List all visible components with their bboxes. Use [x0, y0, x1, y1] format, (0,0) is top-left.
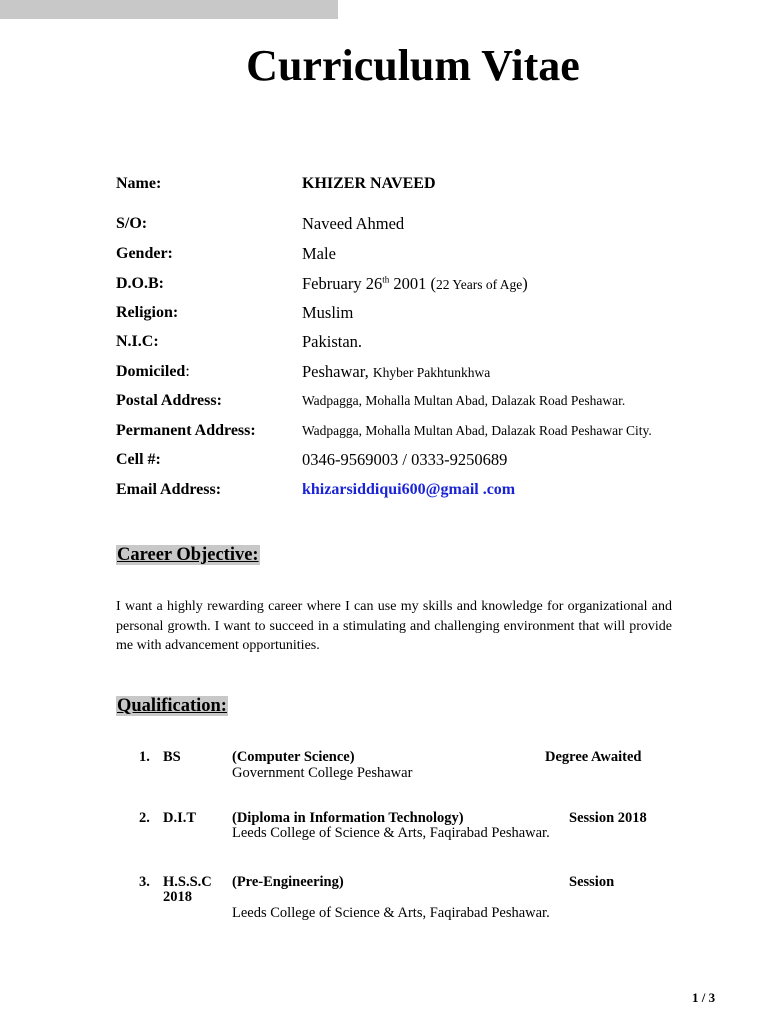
dob-month-day: February 26 — [302, 274, 383, 293]
gender-value: Male — [302, 244, 336, 263]
document-title: Curriculum Vitae — [246, 41, 580, 90]
qualification-status: Session 2018 — [569, 810, 647, 826]
dob-year: 2001 ( — [389, 274, 436, 293]
domiciled-label — [116, 363, 190, 381]
cell-label: Cell #: — [116, 451, 161, 468]
email-label: Email Address: — [116, 481, 222, 498]
career-objective-text: I want a highly rewarding career where I can use my skills and knowledge for organizational and personal growth. I want to succeed in a stimulating and challenging environment that will provide me with advancement opportunities. — [116, 599, 672, 653]
cell-value: 0346-9569003 / 0333-9250689 — [302, 450, 508, 469]
domiciled-province: Khyber Pakhtunkhwa — [372, 365, 491, 380]
postal-address-value: Wadpagga, Mohalla Multan Abad, Dalazak Road Peshawar. — [302, 393, 626, 408]
qualification-degree: BS — [163, 749, 181, 765]
qualification-degree: D.I.T — [163, 810, 197, 826]
qualification-status: Degree Awaited — [545, 749, 642, 765]
so-value: Naveed Ahmed — [302, 214, 405, 233]
qualification-field: (Pre-Engineering) — [232, 874, 344, 890]
qualification-field: (Diploma in Information Technology) — [232, 810, 464, 826]
qualification-heading: Qualification: — [117, 696, 227, 716]
domiciled-label-text: Domiciled — [116, 363, 186, 380]
qualification-number: 3. — [139, 874, 150, 890]
qualification-degree: H.S.S.C — [163, 874, 212, 890]
gender-label: Gender: — [116, 245, 173, 262]
dob-label: D.O.B: — [116, 275, 164, 292]
name-value: KHIZER NAVEED — [302, 175, 436, 192]
qualification-status: Session — [569, 874, 615, 890]
postal-address-label: Postal Address: — [116, 392, 222, 409]
qualification-institute: Leeds College of Science & Arts, Faqirabad Peshawar. — [232, 825, 550, 841]
domiciled-city: Peshawar, — [302, 362, 373, 381]
qualification-institute: Leeds College of Science & Arts, Faqirabad Peshawar. — [232, 905, 550, 921]
dob-suffix: th — [382, 274, 390, 285]
qualification-institute: Government College Peshawar — [232, 765, 413, 781]
email-link[interactable]: khizarsiddiqui600@gmail .com — [302, 481, 516, 498]
permanent-address-label: Permanent Address: — [116, 422, 256, 439]
dob-value — [302, 274, 528, 294]
name-highlight — [0, 0, 338, 19]
dob-close: ) — [522, 274, 528, 293]
religion-label: Religion: — [116, 304, 179, 321]
page-number: 1 / 3 — [692, 990, 716, 1005]
nic-value: Pakistan. — [302, 332, 363, 351]
religion-value: Muslim — [302, 303, 354, 322]
qualification-number: 1. — [139, 749, 150, 765]
name-label: Name: — [116, 175, 162, 192]
career-objective-heading: Career Objective: — [117, 545, 259, 565]
qualification-number: 2. — [139, 810, 150, 826]
so-label: S/O: — [116, 215, 148, 232]
dob-age: 22 Years of Age — [435, 277, 523, 292]
permanent-address-value: Wadpagga, Mohalla Multan Abad, Dalazak Road Peshawar City. — [302, 423, 652, 438]
qualification-field: (Computer Science) — [232, 749, 355, 765]
qualification-degree-year: 2018 — [163, 889, 192, 905]
domiciled-value — [302, 362, 490, 382]
domiciled-colon: : — [185, 363, 190, 380]
nic-label: N.I.C: — [116, 333, 159, 350]
